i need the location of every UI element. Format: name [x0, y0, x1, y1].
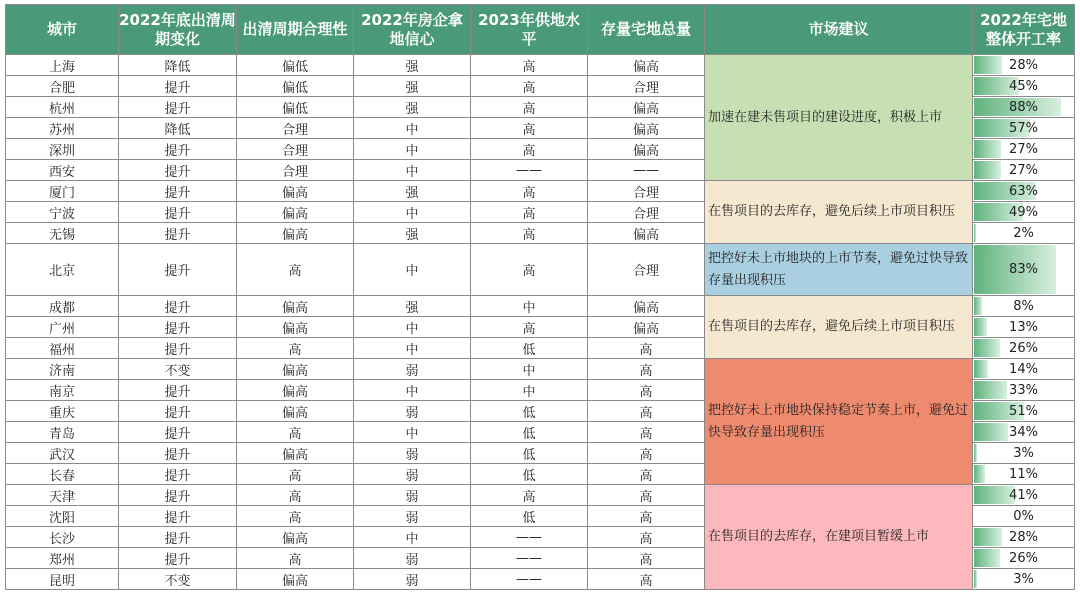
confidence-cell: 中 — [354, 317, 471, 338]
city-cell: 南京 — [6, 380, 119, 401]
reason-cell: 合理 — [237, 139, 354, 160]
reason-cell: 合理 — [237, 118, 354, 139]
header-confidence: 2022年房企拿地信心 — [354, 5, 471, 55]
supply-cell: 高 — [471, 485, 588, 506]
rate-bar — [974, 224, 976, 242]
city-cell: 青岛 — [6, 422, 119, 443]
stock-cell: 偏高 — [588, 118, 705, 139]
rate-cell — [973, 317, 1075, 338]
stock-cell: 偏高 — [588, 97, 705, 118]
city-cell: 济南 — [6, 359, 119, 380]
reason-cell: 高 — [237, 485, 354, 506]
confidence-cell: 强 — [354, 296, 471, 317]
reason-cell: 高 — [237, 244, 354, 296]
change-cell: 提升 — [119, 202, 237, 223]
change-cell: 提升 — [119, 485, 237, 506]
rate-bar — [974, 140, 1001, 158]
city-cell: 厦门 — [6, 181, 119, 202]
rate-label: 27% — [1009, 162, 1038, 178]
reason-cell: 高 — [237, 422, 354, 443]
rate-cell — [973, 244, 1075, 296]
city-cell: 重庆 — [6, 401, 119, 422]
change-cell: 提升 — [119, 296, 237, 317]
confidence-cell: 中 — [354, 160, 471, 181]
market-table — [5, 4, 1075, 590]
reason-cell: 偏低 — [237, 76, 354, 97]
city-cell: 长沙 — [6, 527, 119, 548]
rate-cell — [973, 296, 1075, 317]
reason-cell: 高 — [237, 506, 354, 527]
stock-cell: 高 — [588, 485, 705, 506]
reason-cell: 偏高 — [237, 202, 354, 223]
city-cell: 上海 — [6, 55, 119, 76]
stock-cell: 高 — [588, 380, 705, 401]
rate-cell — [973, 464, 1075, 485]
rate-cell — [973, 160, 1075, 181]
city-cell: 广州 — [6, 317, 119, 338]
confidence-cell: 中 — [354, 422, 471, 443]
table-row — [6, 359, 1075, 380]
rate-cell — [973, 97, 1075, 118]
rate-label: 0% — [1013, 508, 1034, 524]
confidence-cell: 强 — [354, 97, 471, 118]
reason-cell: 偏高 — [237, 527, 354, 548]
rate-bar — [974, 161, 1001, 179]
change-cell: 不变 — [119, 569, 237, 590]
confidence-cell: 中 — [354, 202, 471, 223]
supply-cell: 高 — [471, 223, 588, 244]
supply-cell: —— — [471, 569, 588, 590]
rate-label: 14% — [1009, 361, 1038, 377]
table-row — [6, 485, 1075, 506]
confidence-cell: 弱 — [354, 548, 471, 569]
rate-label: 26% — [1009, 550, 1038, 566]
reason-cell: 高 — [237, 338, 354, 359]
confidence-cell: 强 — [354, 76, 471, 97]
supply-cell: 高 — [471, 202, 588, 223]
supply-cell: 低 — [471, 464, 588, 485]
city-cell: 昆明 — [6, 569, 119, 590]
stock-cell: 合理 — [588, 244, 705, 296]
change-cell: 提升 — [119, 223, 237, 244]
rate-cell — [973, 139, 1075, 160]
stock-cell: 高 — [588, 506, 705, 527]
reason-cell: 偏高 — [237, 569, 354, 590]
rate-label: 63% — [1009, 183, 1038, 199]
supply-cell: 中 — [471, 380, 588, 401]
city-cell: 西安 — [6, 160, 119, 181]
confidence-cell: 中 — [354, 118, 471, 139]
city-cell: 苏州 — [6, 118, 119, 139]
stock-cell: 高 — [588, 548, 705, 569]
supply-cell: —— — [471, 527, 588, 548]
stock-cell: 高 — [588, 464, 705, 485]
stock-cell: 高 — [588, 569, 705, 590]
city-cell: 北京 — [6, 244, 119, 296]
header-row — [6, 5, 1075, 55]
reason-cell: 偏高 — [237, 317, 354, 338]
confidence-cell: 弱 — [354, 485, 471, 506]
reason-cell: 偏高 — [237, 181, 354, 202]
supply-cell: 中 — [471, 359, 588, 380]
reason-cell: 偏低 — [237, 55, 354, 76]
change-cell: 提升 — [119, 317, 237, 338]
reason-cell: 偏高 — [237, 296, 354, 317]
confidence-cell: 强 — [354, 181, 471, 202]
reason-cell: 合理 — [237, 160, 354, 181]
stock-cell: 偏高 — [588, 139, 705, 160]
confidence-cell: 中 — [354, 338, 471, 359]
rate-bar — [974, 318, 987, 336]
rate-bar — [974, 360, 988, 378]
advice-cell: 把控好未上市地块保持稳定节奏上市，避免过快导致存量出现积压 — [705, 359, 973, 485]
city-cell: 武汉 — [6, 443, 119, 464]
stock-cell: 高 — [588, 401, 705, 422]
supply-cell: 低 — [471, 506, 588, 527]
city-cell: 福州 — [6, 338, 119, 359]
stock-cell: 高 — [588, 359, 705, 380]
advice-cell: 在售项目的去库存，避免后续上市项目积压 — [705, 181, 973, 244]
rate-bar — [974, 549, 1000, 567]
reason-cell: 高 — [237, 548, 354, 569]
stock-cell: 合理 — [588, 76, 705, 97]
advice-cell: 在售项目的去库存，在建项目暂缓上市 — [705, 485, 973, 590]
rate-label: 57% — [1009, 120, 1038, 136]
supply-cell: 高 — [471, 97, 588, 118]
rate-cell — [973, 401, 1075, 422]
confidence-cell: 弱 — [354, 401, 471, 422]
table-row — [6, 55, 1075, 76]
change-cell: 不变 — [119, 359, 237, 380]
reason-cell: 偏低 — [237, 97, 354, 118]
change-cell: 提升 — [119, 139, 237, 160]
rate-cell — [973, 548, 1075, 569]
supply-cell: 高 — [471, 76, 588, 97]
rate-label: 3% — [1013, 571, 1034, 587]
confidence-cell: 弱 — [354, 464, 471, 485]
rate-bar — [974, 423, 1008, 441]
table-row — [6, 181, 1075, 202]
rate-cell — [973, 181, 1075, 202]
supply-cell: 高 — [471, 55, 588, 76]
supply-cell: 高 — [471, 181, 588, 202]
reason-cell: 偏高 — [237, 359, 354, 380]
rate-label: 2% — [1013, 225, 1034, 241]
stock-cell: 偏高 — [588, 223, 705, 244]
rate-label: 13% — [1009, 319, 1038, 335]
rate-bar — [974, 528, 1002, 546]
rate-cell — [973, 485, 1075, 506]
supply-cell: 低 — [471, 443, 588, 464]
stock-cell: 偏高 — [588, 296, 705, 317]
change-cell: 提升 — [119, 76, 237, 97]
change-cell: 提升 — [119, 338, 237, 359]
rate-bar — [974, 297, 982, 315]
stock-cell: 高 — [588, 422, 705, 443]
confidence-cell: 中 — [354, 244, 471, 296]
confidence-cell: 弱 — [354, 506, 471, 527]
supply-cell: 中 — [471, 296, 588, 317]
rate-label: 49% — [1009, 204, 1038, 220]
header-advice: 市场建议 — [705, 5, 973, 55]
table-row — [6, 296, 1075, 317]
supply-cell: 高 — [471, 317, 588, 338]
change-cell: 提升 — [119, 443, 237, 464]
reason-cell: 偏高 — [237, 380, 354, 401]
change-cell: 提升 — [119, 506, 237, 527]
header-reason: 出清周期合理性 — [237, 5, 354, 55]
rate-cell — [973, 118, 1075, 139]
stock-cell: 偏高 — [588, 317, 705, 338]
reason-cell: 偏高 — [237, 401, 354, 422]
confidence-cell: 弱 — [354, 443, 471, 464]
rate-label: 51% — [1009, 403, 1038, 419]
rate-label: 3% — [1013, 445, 1034, 461]
rate-label: 27% — [1009, 141, 1038, 157]
rate-cell — [973, 359, 1075, 380]
supply-cell: —— — [471, 160, 588, 181]
change-cell: 提升 — [119, 181, 237, 202]
table-row — [6, 244, 1075, 296]
advice-cell: 在售项目的去库存，避免后续上市项目积压 — [705, 296, 973, 359]
confidence-cell: 中 — [354, 527, 471, 548]
rate-cell — [973, 338, 1075, 359]
rate-bar — [974, 381, 1007, 399]
change-cell: 提升 — [119, 160, 237, 181]
rate-label: 34% — [1009, 424, 1038, 440]
city-cell: 郑州 — [6, 548, 119, 569]
change-cell: 提升 — [119, 548, 237, 569]
stock-cell: 高 — [588, 443, 705, 464]
rate-label: 45% — [1009, 78, 1038, 94]
stock-cell: 高 — [588, 338, 705, 359]
city-cell: 长春 — [6, 464, 119, 485]
advice-cell: 加速在建未售项目的建设进度，积极上市 — [705, 55, 973, 181]
rate-label: 88% — [1009, 99, 1038, 115]
change-cell: 提升 — [119, 380, 237, 401]
rate-cell — [973, 527, 1075, 548]
header-rate: 2022年宅地整体开工率 — [973, 5, 1075, 55]
stock-cell: —— — [588, 160, 705, 181]
change-cell: 提升 — [119, 244, 237, 296]
change-cell: 提升 — [119, 464, 237, 485]
reason-cell: 高 — [237, 464, 354, 485]
supply-cell: 低 — [471, 338, 588, 359]
table-body — [6, 55, 1075, 590]
rate-cell — [973, 443, 1075, 464]
change-cell: 提升 — [119, 97, 237, 118]
stock-cell: 偏高 — [588, 55, 705, 76]
city-cell: 成都 — [6, 296, 119, 317]
rate-cell — [973, 55, 1075, 76]
rate-cell — [973, 422, 1075, 443]
rate-cell — [973, 202, 1075, 223]
advice-cell: 把控好未上市地块的上市节奏，避免过快导致存量出现积压 — [705, 244, 973, 296]
rate-bar — [974, 465, 985, 483]
rate-bar — [974, 444, 977, 462]
confidence-cell: 强 — [354, 55, 471, 76]
supply-cell: 低 — [471, 422, 588, 443]
confidence-cell: 弱 — [354, 359, 471, 380]
rate-bar — [974, 570, 977, 588]
change-cell: 提升 — [119, 401, 237, 422]
rate-bar — [974, 56, 1002, 74]
confidence-cell: 中 — [354, 139, 471, 160]
rate-cell — [973, 506, 1075, 527]
confidence-cell: 弱 — [354, 569, 471, 590]
rate-label: 41% — [1009, 487, 1038, 503]
rate-label: 8% — [1013, 298, 1034, 314]
header-stock: 存量宅地总量 — [588, 5, 705, 55]
rate-cell — [973, 569, 1075, 590]
header-city: 城市 — [6, 5, 119, 55]
confidence-cell: 强 — [354, 223, 471, 244]
change-cell: 提升 — [119, 527, 237, 548]
confidence-cell: 中 — [354, 380, 471, 401]
city-cell: 深圳 — [6, 139, 119, 160]
rate-cell — [973, 223, 1075, 244]
rate-label: 26% — [1009, 340, 1038, 356]
rate-label: 28% — [1009, 529, 1038, 545]
supply-cell: 高 — [471, 118, 588, 139]
city-cell: 杭州 — [6, 97, 119, 118]
stock-cell: 合理 — [588, 181, 705, 202]
supply-cell: 高 — [471, 139, 588, 160]
header-supply: 2023年供地水平 — [471, 5, 588, 55]
change-cell: 降低 — [119, 118, 237, 139]
supply-cell: —— — [471, 548, 588, 569]
stock-cell: 高 — [588, 527, 705, 548]
rate-label: 83% — [1009, 262, 1038, 277]
change-cell: 提升 — [119, 422, 237, 443]
rate-label: 33% — [1009, 382, 1038, 398]
rate-cell — [973, 380, 1075, 401]
header-change: 2022年底出清周期变化 — [119, 5, 237, 55]
city-cell: 沈阳 — [6, 506, 119, 527]
city-cell: 无锡 — [6, 223, 119, 244]
reason-cell: 偏高 — [237, 443, 354, 464]
city-cell: 合肥 — [6, 76, 119, 97]
city-cell: 天津 — [6, 485, 119, 506]
city-cell: 宁波 — [6, 202, 119, 223]
stock-cell: 合理 — [588, 202, 705, 223]
supply-cell: 高 — [471, 244, 588, 296]
rate-label: 11% — [1009, 466, 1038, 482]
rate-bar — [974, 339, 1000, 357]
supply-cell: 低 — [471, 401, 588, 422]
reason-cell: 偏高 — [237, 223, 354, 244]
rate-label: 28% — [1009, 57, 1038, 73]
rate-cell — [973, 76, 1075, 97]
change-cell: 降低 — [119, 55, 237, 76]
